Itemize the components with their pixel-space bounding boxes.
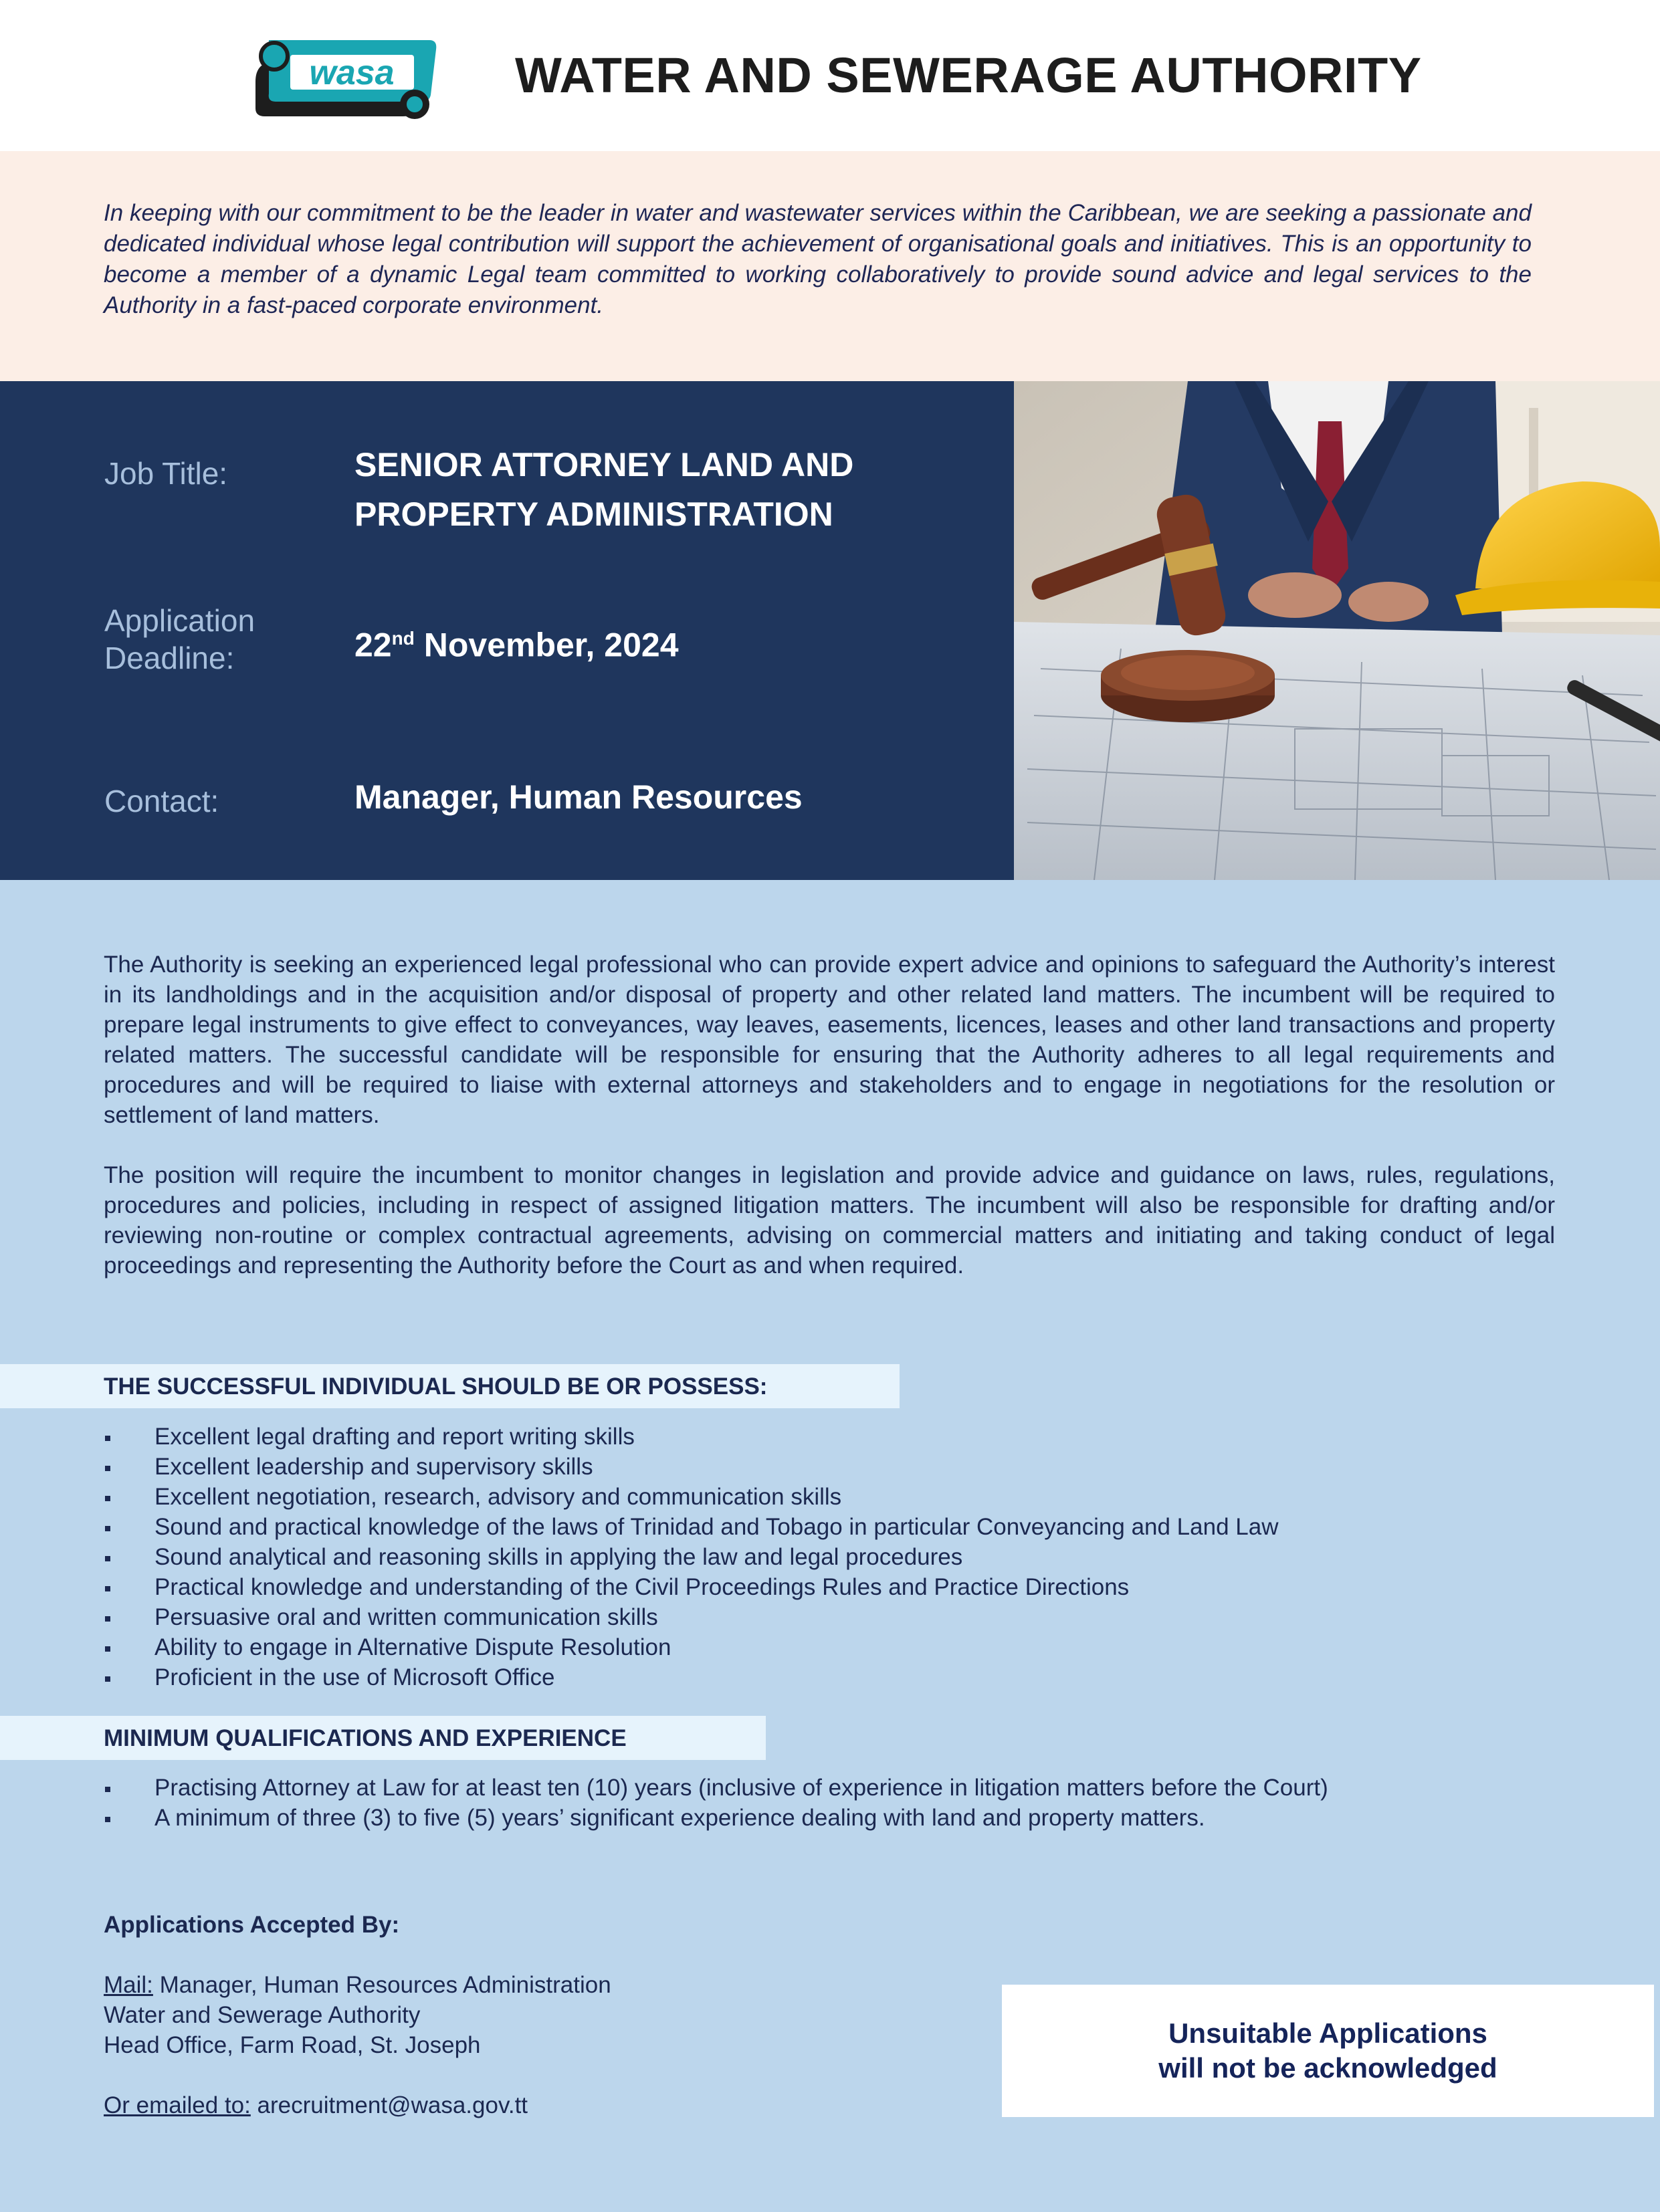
deadline-month-year: November, 2024 <box>414 626 679 664</box>
qualifications-list <box>104 1773 1328 1833</box>
list-item: A minimum of three (3) to five (5) years’ significant experience dealing with land and property matters. <box>104 1803 1328 1833</box>
deadline-suffix: nd <box>391 628 415 649</box>
email-label: Or emailed to: <box>104 2092 251 2118</box>
qualifications-heading-bar <box>0 1716 766 1760</box>
contact-label: Contact: <box>104 784 219 818</box>
mail-recipient: Manager, Human Resources Administration <box>152 1972 611 1998</box>
job-title-label: Job Title: <box>104 456 228 491</box>
applications-heading: Applications Accepted By: <box>104 1912 400 1938</box>
skills-list <box>104 1422 1278 1692</box>
mail-address-line3: Head Office, Farm Road, St. Joseph <box>104 2032 481 2058</box>
email-line <box>104 2090 528 2120</box>
list-item: Persuasive oral and written communication skills <box>104 1602 1278 1632</box>
list-item: Ability to engage in Alternative Dispute Resolution <box>104 1632 1278 1662</box>
logo-text: wasa <box>309 53 395 92</box>
header <box>0 0 1660 151</box>
skills-heading-bar <box>0 1364 900 1408</box>
list-item: Excellent negotiation, research, advisory and communication skills <box>104 1482 1278 1512</box>
deadline-label-line2: Deadline: <box>104 641 235 675</box>
deadline-value <box>354 614 679 670</box>
intro-text: In keeping with our commitment to be the leader in water and wastewater services within the Caribbean, we are seeking a passionate and dedicated individual whose legal contribution will support the achievement of organisational goals and initiatives. This is an opportunity to become a member of a dynamic Legal team committed to working collaboratively to provide sound advice and legal services to the Authority in a fast-paced corporate environment. <box>104 200 1532 318</box>
list-item: Practising Attorney at Law for at least ten (10) years (inclusive of experience in litigation matters before the Court) <box>104 1773 1328 1803</box>
description-paragraph-2: The position will require the incumbent to monitor changes in legislation and provide advice and guidance on laws, rules, regulations, procedures and policies, including in respect of assigned litigation matters. The incumbent will also be responsible for drafting and/or reviewing non-routine or complex contractual agreements, advising on commercial matters and initiating and taking conduct of legal proceedings and representing the Authority before the Court as and when required. <box>104 1162 1555 1279</box>
intro-section <box>0 151 1660 381</box>
notice-line2: will not be acknowledged <box>1158 2052 1497 2084</box>
skills-heading: THE SUCCESSFUL INDIVIDUAL SHOULD BE OR POSSESS: <box>104 1373 768 1400</box>
list-item: Sound and practical knowledge of the laws of Trinidad and Tobago in particular Conveyancing and Land Law <box>104 1512 1278 1542</box>
notice-line1: Unsuitable Applications <box>1168 2017 1487 2049</box>
mail-address-line1 <box>104 1970 611 2000</box>
mail-address-line2: Water and Sewerage Authority <box>104 2002 421 2028</box>
list-item: Excellent legal drafting and report writing skills <box>104 1422 1278 1452</box>
email-address[interactable]: arecruitment@wasa.gov.tt <box>250 2092 528 2118</box>
deadline-day: 22 <box>354 626 392 664</box>
job-title-line1: SENIOR ATTORNEY LAND AND <box>354 446 854 483</box>
contact-value: Manager, Human Resources <box>354 778 803 816</box>
wasa-logo <box>249 35 439 123</box>
job-details-panel <box>0 381 1014 880</box>
list-item: Practical knowledge and understanding of the Civil Proceedings Rules and Practice Directions <box>104 1572 1278 1602</box>
job-title-line2: PROPERTY ADMINISTRATION <box>354 495 833 533</box>
description-paragraph-1: The Authority is seeking an experienced legal professional who can provide expert advice and opinions to safeguard the Authority’s interest in its landholdings and in the acquisition and/or disposal of property and other related land matters. The incumbent will be required to prepare legal instruments to give effect to conveyances, way leaves, easements, licences, leases and other land transactions and property related matters. The successful candidate will be responsible for ensuring that the Authority adheres to all legal requirements and procedures and will be required to liaise with external attorneys and stakeholders and to engage in negotiations for the resolution or settlement of land matters. <box>104 952 1555 1128</box>
list-item: Proficient in the use of Microsoft Office <box>104 1662 1278 1692</box>
list-item: Sound analytical and reasoning skills in applying the law and legal procedures <box>104 1542 1278 1572</box>
page-title: WATER AND SEWERAGE AUTHORITY <box>515 47 1422 103</box>
notice-box <box>1002 1985 1654 2117</box>
list-item: Excellent leadership and supervisory skills <box>104 1452 1278 1482</box>
qualifications-heading: MINIMUM QUALIFICATIONS AND EXPERIENCE <box>104 1725 627 1751</box>
gavel-blueprint-photo <box>1014 381 1660 880</box>
deadline-label-line1: Application <box>104 603 255 638</box>
mail-label: Mail: <box>104 1972 153 1998</box>
